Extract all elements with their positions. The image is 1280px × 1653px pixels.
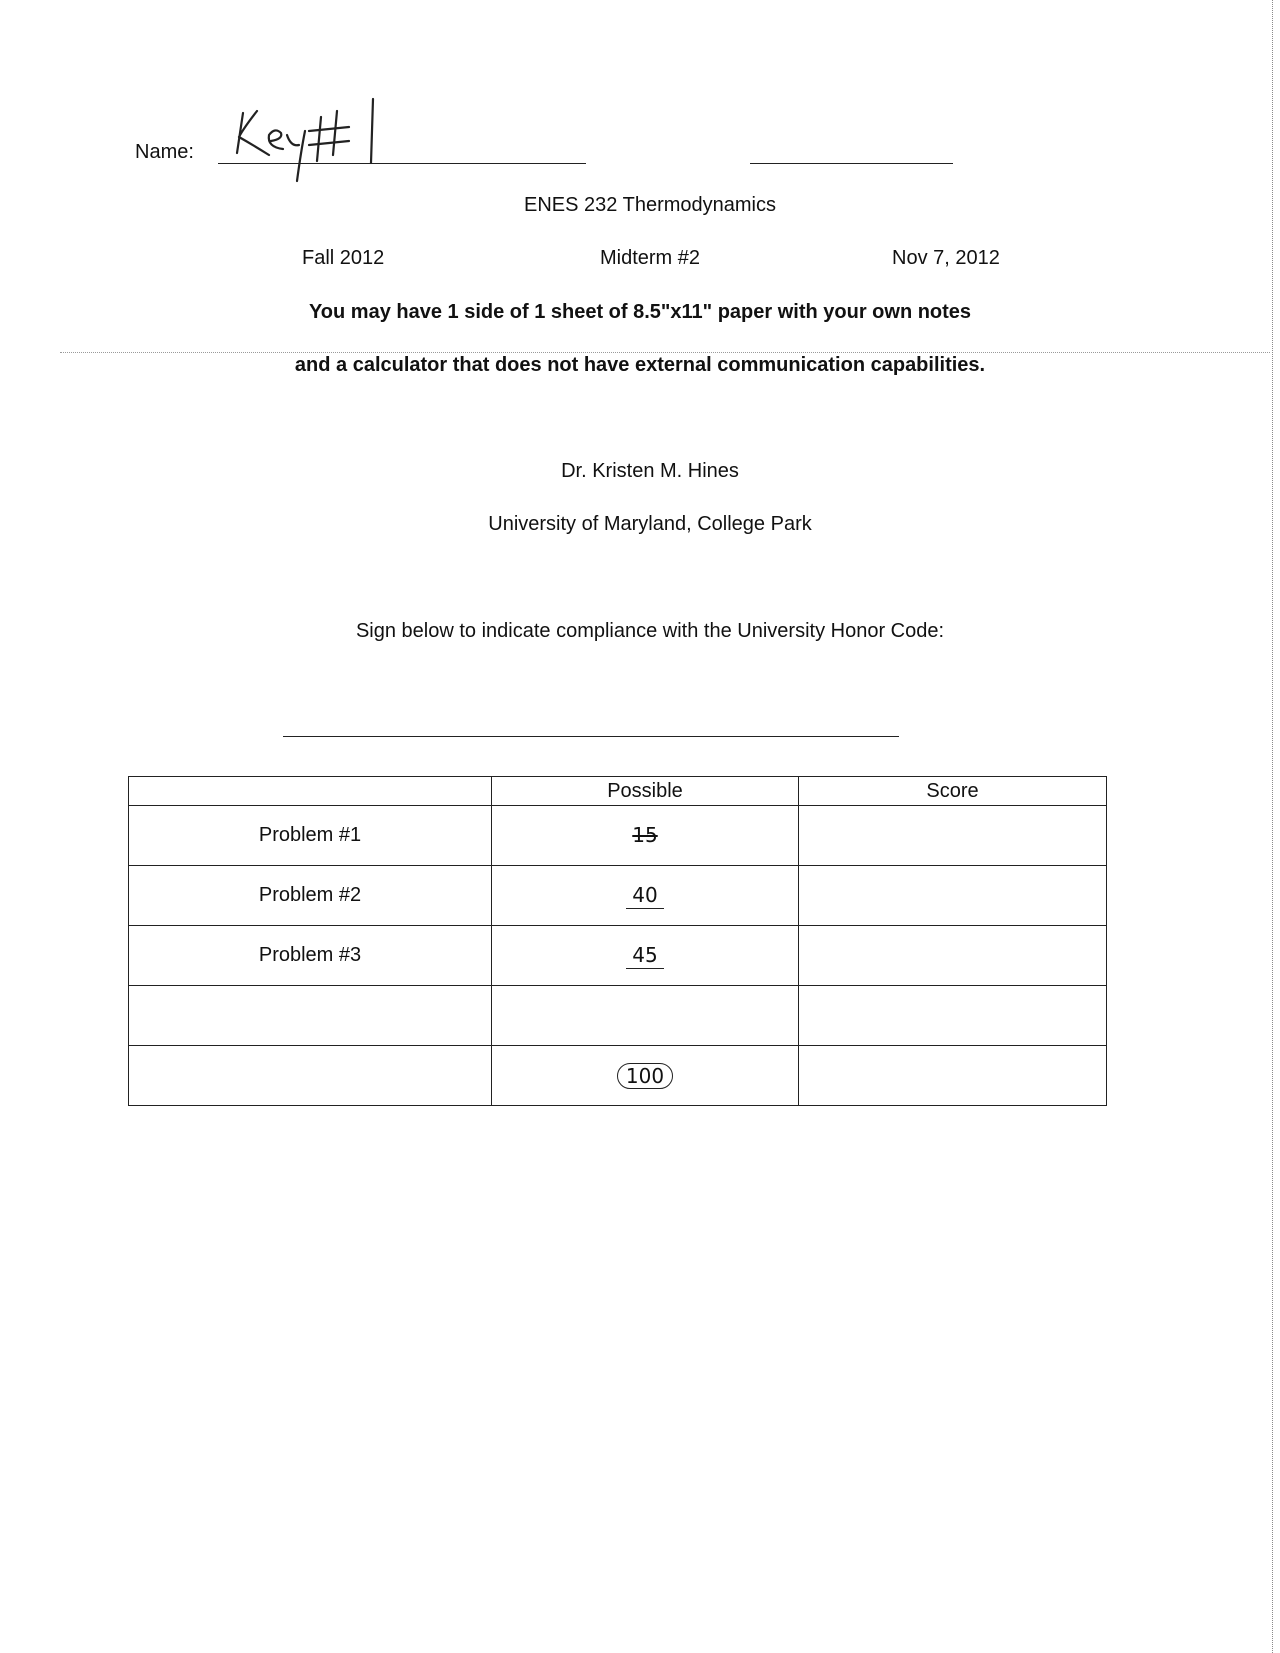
row-label: Problem #1 [129,806,492,866]
row-score [799,986,1107,1046]
row-possible [492,1046,799,1106]
table-row [129,806,1107,866]
row-score [799,1046,1107,1106]
row-label: Problem #2 [129,866,492,926]
row-possible [492,926,799,986]
course-title: ENES 232 Thermodynamics [524,194,776,216]
table-row [129,926,1107,986]
row-score [799,926,1107,986]
name-signature-handwriting [225,95,400,190]
instructions-line-2: and a calculator that does not have external communication capabilities. [294,354,986,376]
row-label: Problem #3 [129,926,492,986]
row-possible [492,986,799,1046]
instructions-line-1: You may have 1 side of 1 sheet of 8.5"x11" paper with your own notes [308,301,972,323]
row-score [799,866,1107,926]
instructor-name: Dr. Kristen M. Hines [561,460,739,482]
institution-name: University of Maryland, College Park [488,513,812,535]
honor-code-prompt: Sign below to indicate compliance with the University Honor Code: [355,620,945,642]
semester-text: Fall 2012 [302,247,385,269]
possible-value: 15 [632,823,658,847]
exam-date: Nov 7, 2012 [892,247,1000,269]
row-label [129,986,492,1046]
possible-value: 45 [626,943,663,969]
row-label [129,1046,492,1106]
table-row [129,986,1107,1046]
exam-title: Midterm #2 [599,247,701,269]
row-score [799,806,1107,866]
scan-edge-line [1272,0,1274,1653]
possible-total-value: 100 [617,1063,673,1089]
table-row [129,866,1107,926]
secondary-blank-line [750,163,953,164]
header-blank [129,777,492,806]
possible-value: 40 [626,883,663,909]
row-possible [492,806,799,866]
header-possible: Possible [492,777,799,806]
name-signature-line [218,163,586,164]
honor-code-signature-line [283,736,899,737]
table-row-total [129,1046,1107,1106]
score-table [128,776,1107,1106]
row-possible [492,866,799,926]
name-label: Name: [135,141,194,163]
header-score: Score [799,777,1107,806]
score-table-header [129,777,1107,806]
